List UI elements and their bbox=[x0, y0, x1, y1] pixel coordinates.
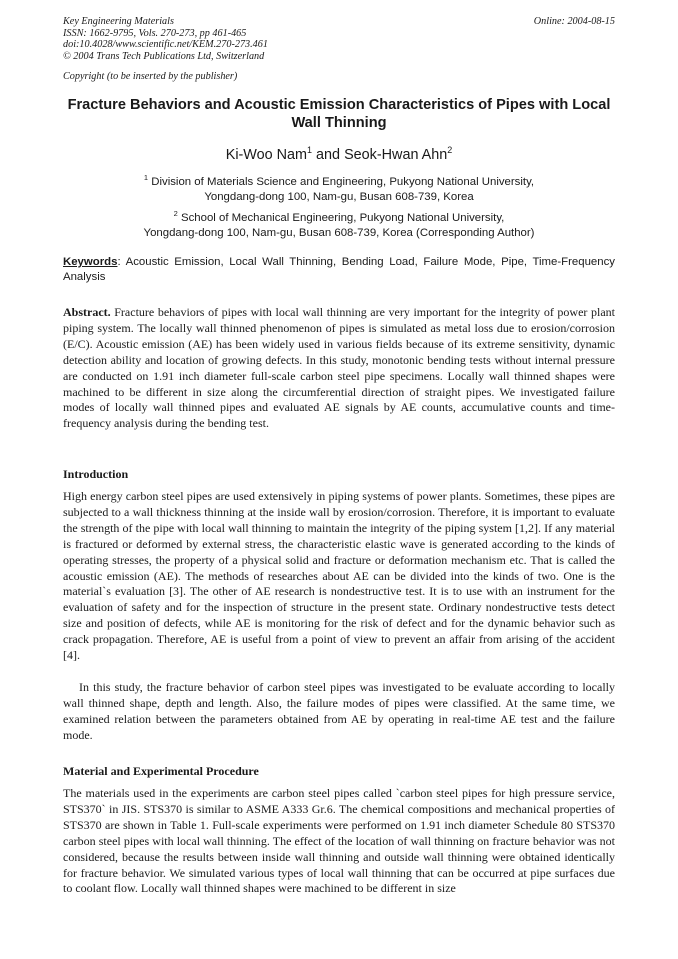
abstract bbox=[63, 305, 615, 432]
materials-paragraph-1: The materials used in the experiments are carbon steel pipes called `carbon steel pipes for high pressure service, STS370` in JIS. STS370 is similar to ASME A333 Gr.6. The chemical compositions and mechanical properties of STS370 are shown in Table 1. Full-scale experiments were performed on 1.91 inch diameter Schedule 80 STS370 carbon steel pipes with local wall thinning. The effect of the location of wall thinning on fracture behavior was not considered, because the results between inside wall thinning and outside wall thinning were obtained identically for fracture behavior. We simulated various types of local wall thinning that can be occurred at pipe surfaces due to coolant flow. Locally wall thinned shapes were machined to be different in size bbox=[63, 786, 615, 896]
author-2: Seok-Hwan Ahn bbox=[344, 146, 448, 163]
author-conj: and bbox=[312, 146, 345, 163]
affiliation-1-line1: Division of Materials Science and Engineering, Pukyong National University, bbox=[151, 175, 535, 188]
doi-line: doi:10.4028/www.scientific.net/KEM.270-273.461 bbox=[63, 39, 268, 51]
journal-header bbox=[63, 16, 615, 62]
author-1-sup: 1 bbox=[307, 145, 313, 155]
author-line bbox=[63, 145, 615, 163]
keywords-text: : Acoustic Emission, Local Wall Thinning, Bending Load, Failure Mode, Pipe, Time-Frequency Analysis bbox=[63, 256, 615, 283]
affiliation-1-line2: Yongdang-dong 100, Nam-gu, Busan 608-739, Korea bbox=[204, 191, 474, 204]
paper-title: Fracture Behaviors and Acoustic Emission Characteristics of Pipes with Local Wall Thinning bbox=[67, 97, 611, 131]
keywords bbox=[63, 255, 615, 285]
copyright-note: Copyright (to be inserted by the publisher) bbox=[63, 71, 238, 82]
abstract-label: Abstract. bbox=[63, 305, 111, 319]
affiliation-1-num: 1 bbox=[143, 173, 149, 182]
introduction-paragraph-2: In this study, the fracture behavior of carbon steel pipes was investigated to be evaluate according to locally wall thinned shape, depth and length. Also, the failure modes of pipes were classified. At the same time, we examined relation between the parameters obtained from AE by operating in real-time AE test and the failure mode. bbox=[63, 680, 615, 742]
affiliation-2-line2: Yongdang-dong 100, Nam-gu, Busan 608-739, Korea (Corresponding Author) bbox=[143, 227, 535, 240]
abstract-text: Fracture behaviors of pipes with local wall thinning are very important for the integrity of power plant piping system. The locally wall thinned phenomenon of pipes is simulated as metal loss due to erosion/corrosion (E/C). Acoustic emission (AE) has been widely used in various fields because of its extreme sensitivity, dynamic detection ability and location of growing defects. In this study, monotonic bending tests without internal pressure are conducted on 1.91 inch diameter full-scale carbon steel pipe specimens. Locally wall thinned shapes were machined to be different in size along the circumferential direction of straight pipes. We investigated failure modes of locally wall thinned pipes and evaluated AE signals by AE counts, accumulative counts and time-frequency analysis during the bending test. bbox=[63, 305, 615, 431]
journal-name: Key Engineering Materials bbox=[63, 16, 174, 27]
affiliation-2-num: 2 bbox=[173, 209, 178, 218]
online-date: Online: 2004-08-15 bbox=[533, 16, 615, 27]
keywords-label: Keywords bbox=[63, 256, 118, 268]
introduction-heading: Introduction bbox=[63, 467, 129, 481]
publisher-line: © 2004 Trans Tech Publications Ltd, Switzerland bbox=[63, 50, 265, 62]
author-1: Ki-Woo Nam bbox=[225, 146, 308, 163]
affiliation-2-line1: School of Mechanical Engineering, Pukyong National University, bbox=[181, 211, 505, 224]
author-2-sup: 2 bbox=[447, 145, 453, 155]
affiliation-2 bbox=[63, 206, 615, 242]
introduction-paragraph-1: High energy carbon steel pipes are used extensively in piping systems of power plants. Sometimes, these pipes are subjected to a wall thickness thinning at the inside wall by erosion/corrosion. Therefore, it is important to evaluate the strength of the pipe with local wall thinning to maintain the integrity of the piping system [1,2]. If any material is fractured or deformed by external stress, the characteristic elastic wave is generated according to the kinds of operating stresses, the property of a physical solid and fracture or deformation mechanism etc. That is called the acoustic emission (AE). The methods of researches about AE can be divided into the kinds of two. One is the material`s evaluation [3]. The other of AE research is nondestructive test. It is to use with an instrument for the evaluation of safety and for the inspection of structure in the present state. Ordinary nondestructive tests detect size and position of defects, while AE is monitoring for the risk of defect and for the dynamic behavior such as crack propagation. Therefore, AE is useful from a point of view to prevent an affair from arising of the accident [4]. bbox=[63, 489, 615, 663]
affiliation-1 bbox=[63, 170, 615, 206]
issn-line: ISSN: 1662-9795, Vols. 270-273, pp 461-465 bbox=[63, 27, 247, 39]
materials-heading: Material and Experimental Procedure bbox=[63, 764, 259, 778]
